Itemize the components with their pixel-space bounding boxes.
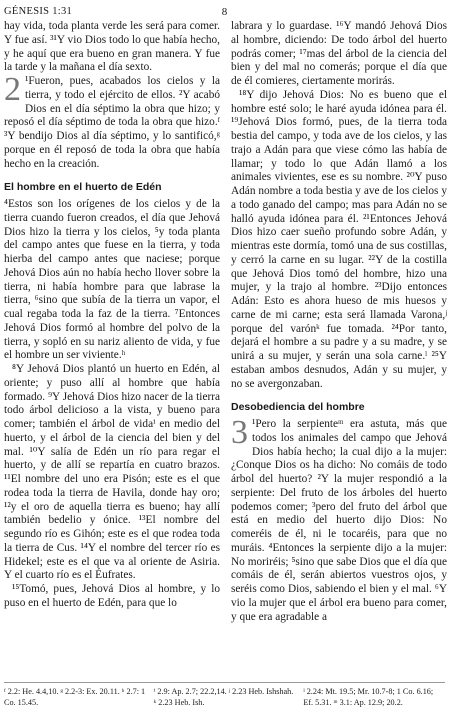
- footnote-line: ⁱ 2.9: Ap. 2.7; 22.2,14. ʲ 2.23 Heb. Ishshah. ᵏ 2.23 Heb. Ish.: [153, 687, 294, 707]
- footnotes: [4, 686, 445, 708]
- left-column: [4, 20, 220, 611]
- chapter-number: 2: [4, 71, 21, 108]
- section-heading: Desobediencia del hombre: [231, 401, 365, 414]
- footnote-line: ᶠ 2.2: He. 4.4,10. ᵍ 2.2-3: Ex. 20.11. ʰ 2.7: 1 Co. 15.45.: [4, 687, 146, 707]
- running-head: GÉNESIS 1:31: [4, 6, 73, 17]
- chapter-number: 3: [231, 414, 248, 451]
- footnote-line: ˡ 2.24: Mt. 19.5; Mr. 10.7-8; 1 Co. 6.16; Ef. 5.31. ᵐ 3.1: Ap. 12.9; 20.2.: [303, 687, 434, 707]
- verse-paragraph: ¹⁸Y dijo Jehová Dios: No es bueno que el hombre esté solo; le haré ayuda idónea para él. ¹⁹Jehová Dios formó, pues, de la tierra toda bestia del campo, y toda ave de los cielos, y las trajo a Adán para que viese cómo las había de llamar; y todo lo que Adán llamó a los animales vivientes, ese es su nombre. ²⁰Y puso Adán nombre a toda bestia y ave de los cielos y a todo ganado del campo; mas para Adán no se halló ayuda idónea para él. ²¹Entonces Jehová Dios hizo caer sueño profundo sobre Adán, y mientras este dormía, tomó una de sus costillas, y cerró la carne en su lugar. ²²Y de la costilla que Jehová Dios tomó del hombre, hizo una mujer, y la trajo al hombre. ²³Dijo entonces Adán: Esto es ahora hueso de mis huesos y carne de mi carne; esta será llamada Varona,ʲ porque del varónᵏ fue tomada. ²⁴Por tanto, dejará el hombre a su padre y a su madre, y se unirá a su mujer, y serán una sola carne.ˡ ²⁵Y estaban ambos desnudos, Adán y su mujer, y no se avergonzaban.: [231, 88, 447, 390]
- page-number: 8: [221, 6, 228, 18]
- verse-paragraph: ⁸Y Jehová Dios plantó un huerto en Edén, al oriente; y puso allí al hombre que había formado. ⁹Y Jehová Dios hizo nacer de la tierra todo árbol delicioso a la vista, y bueno para comer; también el árbol de vidaⁱ en medio del huerto, y el árbol de la ciencia del bien y del mal. ¹⁰Y salía de Edén un río para regar el huerto, y de allí se repartía en cuatro brazos. ¹¹El nombre del uno era Pisón; este es el que rodea toda la tierra de Havila, donde hay oro; ¹²y el oro de aquella tierra es bueno; hay allí también bedelio y ónice. ¹³El nombre del segundo río es Gihón; este es el que rodea toda la tierra de Cus. ¹⁴Y el nombre del tercer río es Hidekel; este es el que va al oriente de Asiria. Y el cuarto río es el Éufrates.: [4, 363, 220, 582]
- verse-paragraph: labrara y lo guardase. ¹⁶Y mandó Jehová Dios al hombre, diciendo: De todo árbol del huerto podrás comer; ¹⁷mas del árbol de la ciencia del bien y del mal no comerás; porque el día que de él comieres, ciertamente morirás.: [231, 20, 447, 87]
- chapter-3-paragraph: [231, 414, 447, 624]
- right-column: [231, 20, 447, 624]
- verse-paragraph: ¹⁵Tomó, pues, Jehová Dios al hombre, y lo puso en el huerto de Edén, para que lo: [4, 583, 220, 609]
- verse-text: ¹Fueron, pues, acabados los cielos y la tierra, y todo el ejército de ellos. ²Y acabó Dios en el día séptimo la obra que hizo; y reposó el día séptimo de toda la obra que hizo.ᶠ ³Y bendijo Dios al día séptimo, y lo santificó,ᵍ porque en él reposó de toda la obra que había hecho en la creación.: [4, 75, 220, 170]
- verse-paragraph: ⁴Estos son los orígenes de los cielos y de la tierra cuando fueron creados, el día que Jehová Dios hizo la tierra y los cielos, ⁵y toda planta del campo antes que fuese en la tierra, y toda hierba del campo antes que naciese; porque Jehová Dios aún no había hecho llover sobre la tierra, ni había hombre para que labrase la tierra, ⁶sino que subía de la tierra un vapor, el cual regaba toda la faz de la tierra. ⁷Entonces Jehová Dios formó al hombre del polvo de la tierra, y sopló en su nariz aliento de vida, y fue el hombre un ser viviente.ʰ: [4, 198, 220, 362]
- section-heading: El hombre en el huerto de Edén: [4, 181, 162, 194]
- footnote-divider: [4, 682, 445, 683]
- verse-paragraph: hay vida, toda planta verde les será para comer. Y fue así. ³¹Y vio Dios todo lo que había hecho, y he aquí que era bueno en gran manera. Y fue la tarde y la mañana el día sexto.: [4, 20, 220, 74]
- verse-text: ¹Pero la serpienteᵐ era astuta, más que todos los animales del campo que Jehová Dios había hecho; la cual dijo a la mujer: ¿Conque Dios os ha dicho: No comáis de todo árbol del huerto? ²Y la mujer respondió a la serpiente: Del fruto de los árboles del huerto podemos comer; ³pero del fruto del árbol que está en medio del huerto dijo Dios: No comeréis de él, ni le tocaréis, para que no muráis. ⁴Entonces la serpiente dijo a la mujer: No moriréis; ⁵sino que sabe Dios que el día que comáis de él, serán abiertos vuestros ojos, y seréis como Dios, sabiendo el bien y el mal. ⁶Y vio la mujer que el árbol era bueno para comer, y que era agradable a: [231, 418, 447, 623]
- chapter-2-paragraph: [4, 71, 220, 171]
